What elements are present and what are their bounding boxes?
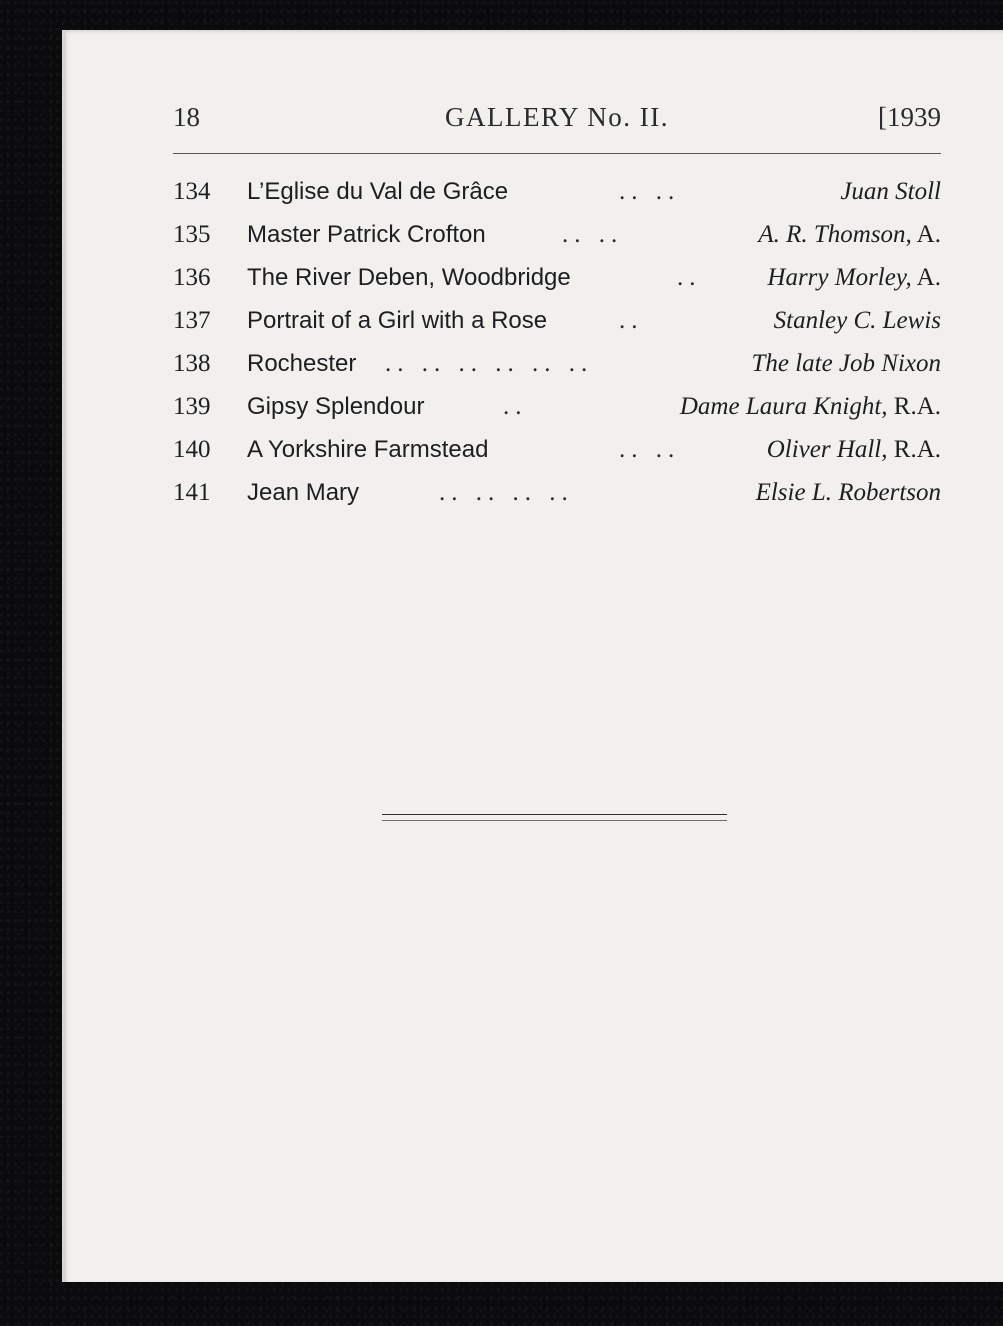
entry-artist: [680, 393, 941, 421]
dot-leader: .. ..: [619, 436, 681, 463]
entry-number: 138: [173, 350, 211, 377]
entry-title: Rochester: [247, 350, 357, 377]
catalogue-entry: [173, 344, 941, 387]
entry-title: Gipsy Splendour: [247, 393, 425, 420]
entry-number: 139: [173, 393, 211, 420]
artist-honour: A.: [911, 221, 941, 248]
running-head: [173, 102, 941, 142]
gallery-title: GALLERY No. II.: [445, 102, 669, 132]
catalogue-entry: [173, 258, 941, 301]
entry-title: Jean Mary: [247, 479, 360, 506]
entry-title: L’Eglise du Val de Grâce: [247, 178, 509, 205]
artist-honour: A.: [911, 264, 941, 291]
catalogue-entry: [173, 301, 941, 344]
catalogue-entry: [173, 172, 941, 215]
artist-name: The late Job Nixon: [751, 350, 941, 377]
artist-name: Juan Stoll: [840, 178, 941, 205]
entry-artist: [767, 264, 941, 292]
dot-leader: .. ..: [562, 221, 624, 248]
entry-artist: [840, 178, 941, 206]
entry-number: 136: [173, 264, 211, 291]
entry-number: 137: [173, 307, 211, 334]
entry-artist: [758, 221, 941, 249]
entry-title: A Yorkshire Farmstead: [247, 436, 489, 463]
catalogue-entry: [173, 473, 941, 516]
artist-honour: R.A.: [887, 393, 941, 420]
catalogue-entry: [173, 215, 941, 258]
artist-honour: R.A.: [887, 436, 941, 463]
dot-leader: .. .. .. .. .. ..: [385, 350, 594, 377]
header-rule: [173, 153, 941, 154]
artist-name: Oliver Hall,: [766, 436, 888, 463]
entry-title: Portrait of a Girl with a Rose: [247, 307, 548, 334]
artist-name: Harry Morley,: [767, 264, 912, 291]
dot-leader: ..: [619, 307, 644, 334]
entry-artist: [756, 479, 941, 507]
entry-number: 135: [173, 221, 211, 248]
dot-leader: .. ..: [619, 178, 681, 205]
artist-name: Stanley C. Lewis: [773, 307, 941, 334]
artist-name: A. R. Thomson,: [758, 221, 912, 248]
catalogue-entry: [173, 387, 941, 430]
dot-leader: .. .. .. ..: [439, 479, 574, 506]
artist-name: Elsie L. Robertson: [755, 479, 941, 506]
entry-artist: [774, 307, 941, 335]
page-number: 18: [173, 102, 200, 132]
entry-artist: [751, 350, 941, 378]
entry-number: 140: [173, 436, 211, 463]
entry-artist: [767, 436, 941, 464]
section-end-rule-thin: [382, 820, 727, 821]
catalogue-year: [1939: [878, 102, 941, 132]
entry-title: Master Patrick Crofton: [247, 221, 486, 248]
catalogue-entry: [173, 430, 941, 473]
artist-name: Dame Laura Knight,: [679, 393, 888, 420]
entry-number: 134: [173, 178, 211, 205]
page-edge: [62, 30, 66, 1282]
entry-number: 141: [173, 479, 211, 506]
catalogue-entries: [173, 172, 941, 516]
entry-title: The River Deben, Woodbridge: [247, 264, 571, 291]
dot-leader: ..: [503, 393, 528, 420]
section-end-rule: [382, 814, 727, 815]
dot-leader: ..: [677, 264, 702, 291]
